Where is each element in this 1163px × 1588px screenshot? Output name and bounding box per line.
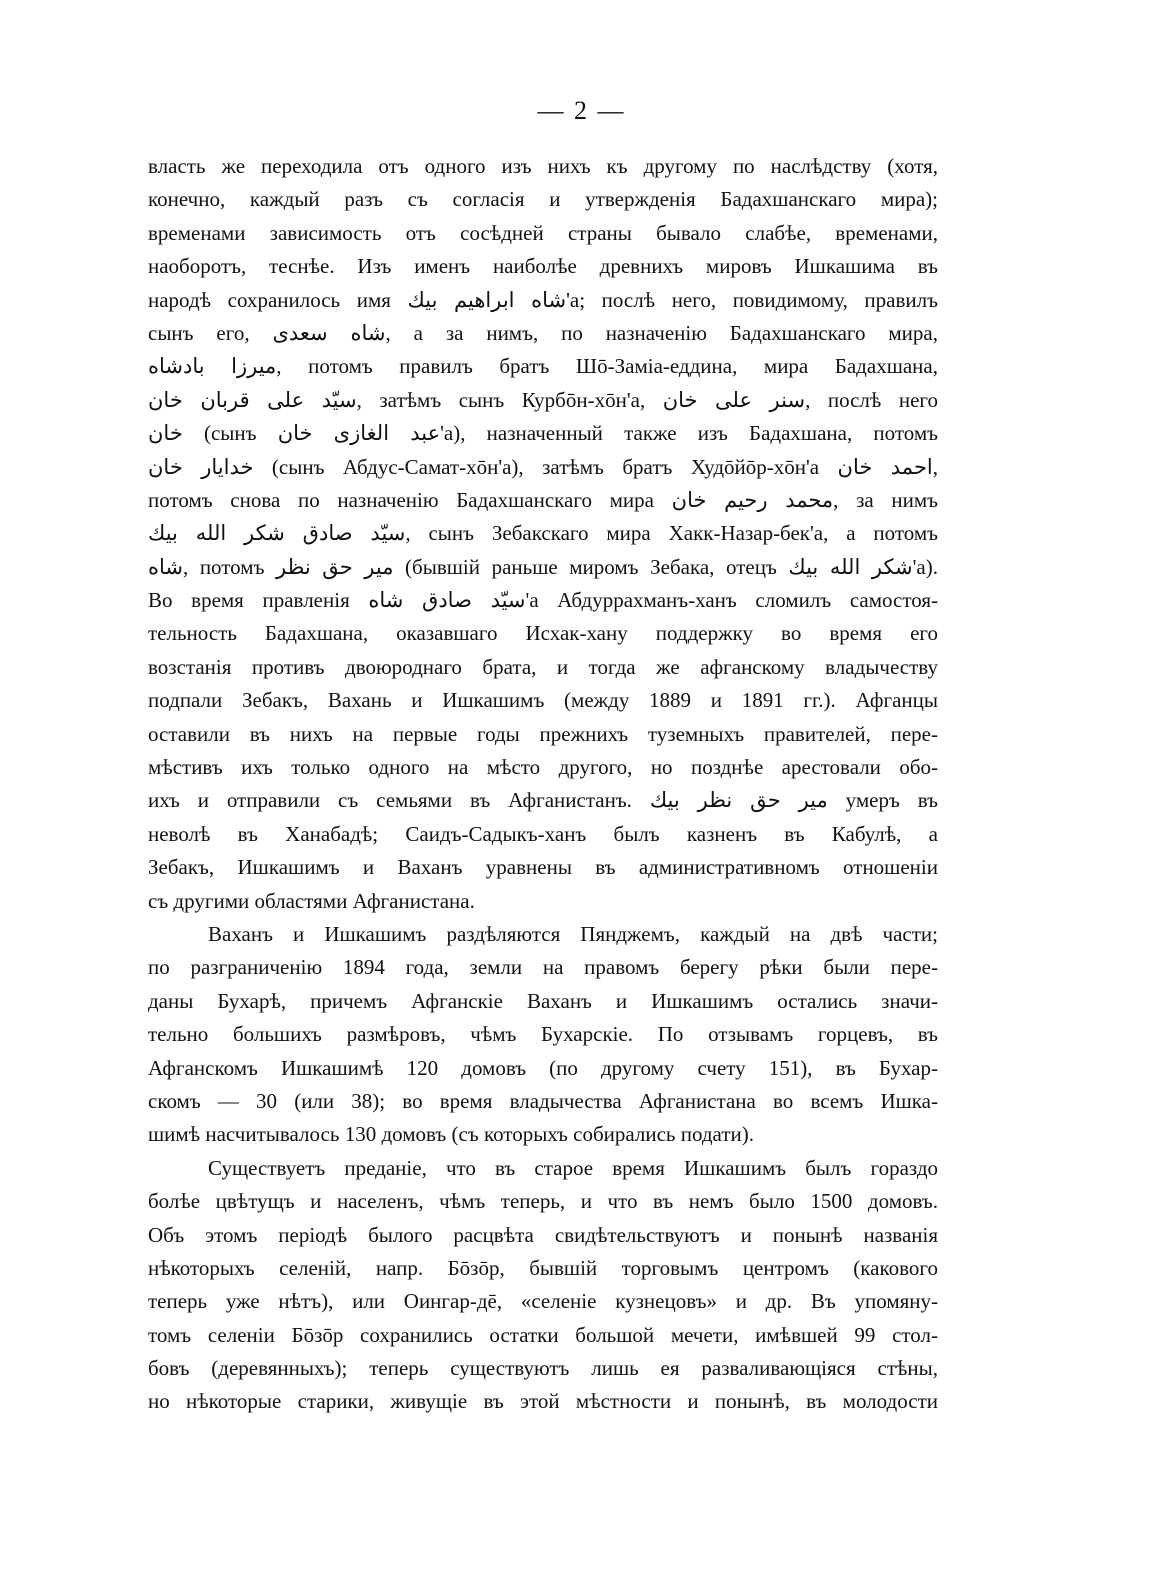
text-line: болѣе цвѣтущъ и населенъ, чѣмъ теперь, и что въ немъ было 1500 домовъ. <box>148 1189 938 1214</box>
text-line: Объ этомъ періодѣ былого расцвѣта свидѣтельствуютъ и понынѣ названія <box>148 1222 938 1247</box>
text-line: народѣ сохранилось имя شاه ابراهیم بیك'а; послѣ него, повидимому, правилъ <box>148 287 938 312</box>
body-text <box>148 150 938 1419</box>
text-line: سیّد صادق شکر الله بیك, сынъ Зебакскаго мира Хакк-Назар-бек'а, а потомъ <box>148 521 938 546</box>
text-line: неволѣ въ Ханабадѣ; Саидъ-Садыкъ-ханъ былъ казненъ въ Кабулѣ, а <box>148 821 938 846</box>
text-line: ихъ и отправили съ семьями въ Афганистанъ. میر حق نظر بیك умеръ въ <box>148 788 938 813</box>
text-line: Ваханъ и Ишкашимъ раздѣляются Пянджемъ, каждый на двѣ части; <box>208 921 938 946</box>
text-line: даны Бухарѣ, причемъ Афганскіе Ваханъ и Ишкашимъ остались значи- <box>148 988 938 1013</box>
text-line: Существуетъ преданіе, что въ старое время Ишкашимъ былъ гораздо <box>208 1155 938 1180</box>
text-line: томъ селеніи Бōзōр сохранились остатки большой мечети, имѣвшей 99 стол- <box>148 1322 938 1347</box>
text-line: власть же переходила отъ одного изъ нихъ къ другому по наслѣдству (хотя, <box>148 154 938 178</box>
text-line: сынъ его, شاه سعدی, а за нимъ, по назначенію Бадахшанскаго мира, <box>148 320 938 345</box>
text-line: по разграниченію 1894 года, земли на правомъ берегу рѣки были пере- <box>148 955 938 980</box>
text-line: скомъ — 30 (или 38); во время владычества Афганистана во всемъ Ишка- <box>148 1088 938 1113</box>
text-line: тельность Бадахшана, оказавшаго Исхак-хану поддержку во время его <box>148 621 938 646</box>
text-line: бовъ (деревянныхъ); теперь существуютъ лишь ея разваливающіяся стѣны, <box>148 1356 938 1381</box>
text-line: но нѣкоторые старики, живущіе въ этой мѣстности и понынѣ, въ молодости <box>148 1389 938 1414</box>
text-line: нѣкоторыхъ селеній, напр. Бōзōр, бывшій торговымъ центромъ (какового <box>148 1255 938 1280</box>
text-line: конечно, каждый разъ съ согласія и утвержденія Бадахшанскаго мира); <box>148 187 938 212</box>
text-line: میرزا بادشاه, потомъ правилъ братъ Шō-Заміа-еддина, мира Бадахшана, <box>148 354 938 379</box>
text-line: خدایار خان (сынъ Абдус-Самат-хōн'а), затѣмъ братъ Худōйōр-хōн'а احمد خان, <box>148 454 938 479</box>
text-line: оставили въ нихъ на первые годы прежнихъ туземныхъ правителей, пере- <box>148 721 938 746</box>
text-line: شاه, потомъ میر حق نظر (бывшій раньше миромъ Зебака, отецъ شکر الله بیك'а). <box>148 554 938 579</box>
text-line: подпали Зебакъ, Вахань и Ишкашимъ (между 1889 и 1891 гг.). Афганцы <box>148 688 938 713</box>
text-line: Зебакъ, Ишкашимъ и Ваханъ уравнены въ административномъ отношеніи <box>148 855 938 880</box>
text-line: временами зависимость отъ сосѣдней страны бывало слабѣе, временами, <box>148 220 938 245</box>
text-line: мѣстивъ ихъ только одного на мѣсто другого, но позднѣе арестовали обо- <box>148 755 938 780</box>
text-line: наоборотъ, теснѣе. Изъ именъ наиболѣе древнихъ мировъ Ишкашима въ <box>148 254 938 279</box>
text-line: Во время правленія سیّد صادق شاه'а Абдуррахманъ-ханъ сломилъ самостоя- <box>148 588 938 613</box>
text-line: съ другими областями Афганистана. <box>148 888 475 913</box>
text-line: возстанія противъ двоюроднаго брата, и тогда же афганскому владычеству <box>148 654 938 679</box>
text-line: خان (сынъ عبد الغازی خان'а), назначенный также изъ Бадахшана, потомъ <box>148 421 938 446</box>
text-line: тельно большихъ размѣровъ, чѣмъ Бухарскіе. По отзывамъ горцевъ, въ <box>148 1022 938 1047</box>
text-line: потомъ снова по назначенію Бадахшанскаго мира محمد رحیم خان, за нимъ <box>148 487 938 512</box>
text-line: теперь уже нѣтъ), или Оингар-дē, «селеніе кузнецовъ» и др. Въ упомяну- <box>148 1289 938 1314</box>
text-line: Афганскомъ Ишкашимѣ 120 домовъ (по другому счету 151), въ Бухар- <box>148 1055 938 1080</box>
text-line: шимѣ насчитывалось 130 домовъ (съ которыхъ собирались подати). <box>148 1122 754 1147</box>
text-line: سیّد علی قربان خان, затѣмъ сынъ Курбōн-хōн'а, سنر علی خان, послѣ него <box>148 387 938 412</box>
page-number: — 2 — <box>537 96 626 125</box>
